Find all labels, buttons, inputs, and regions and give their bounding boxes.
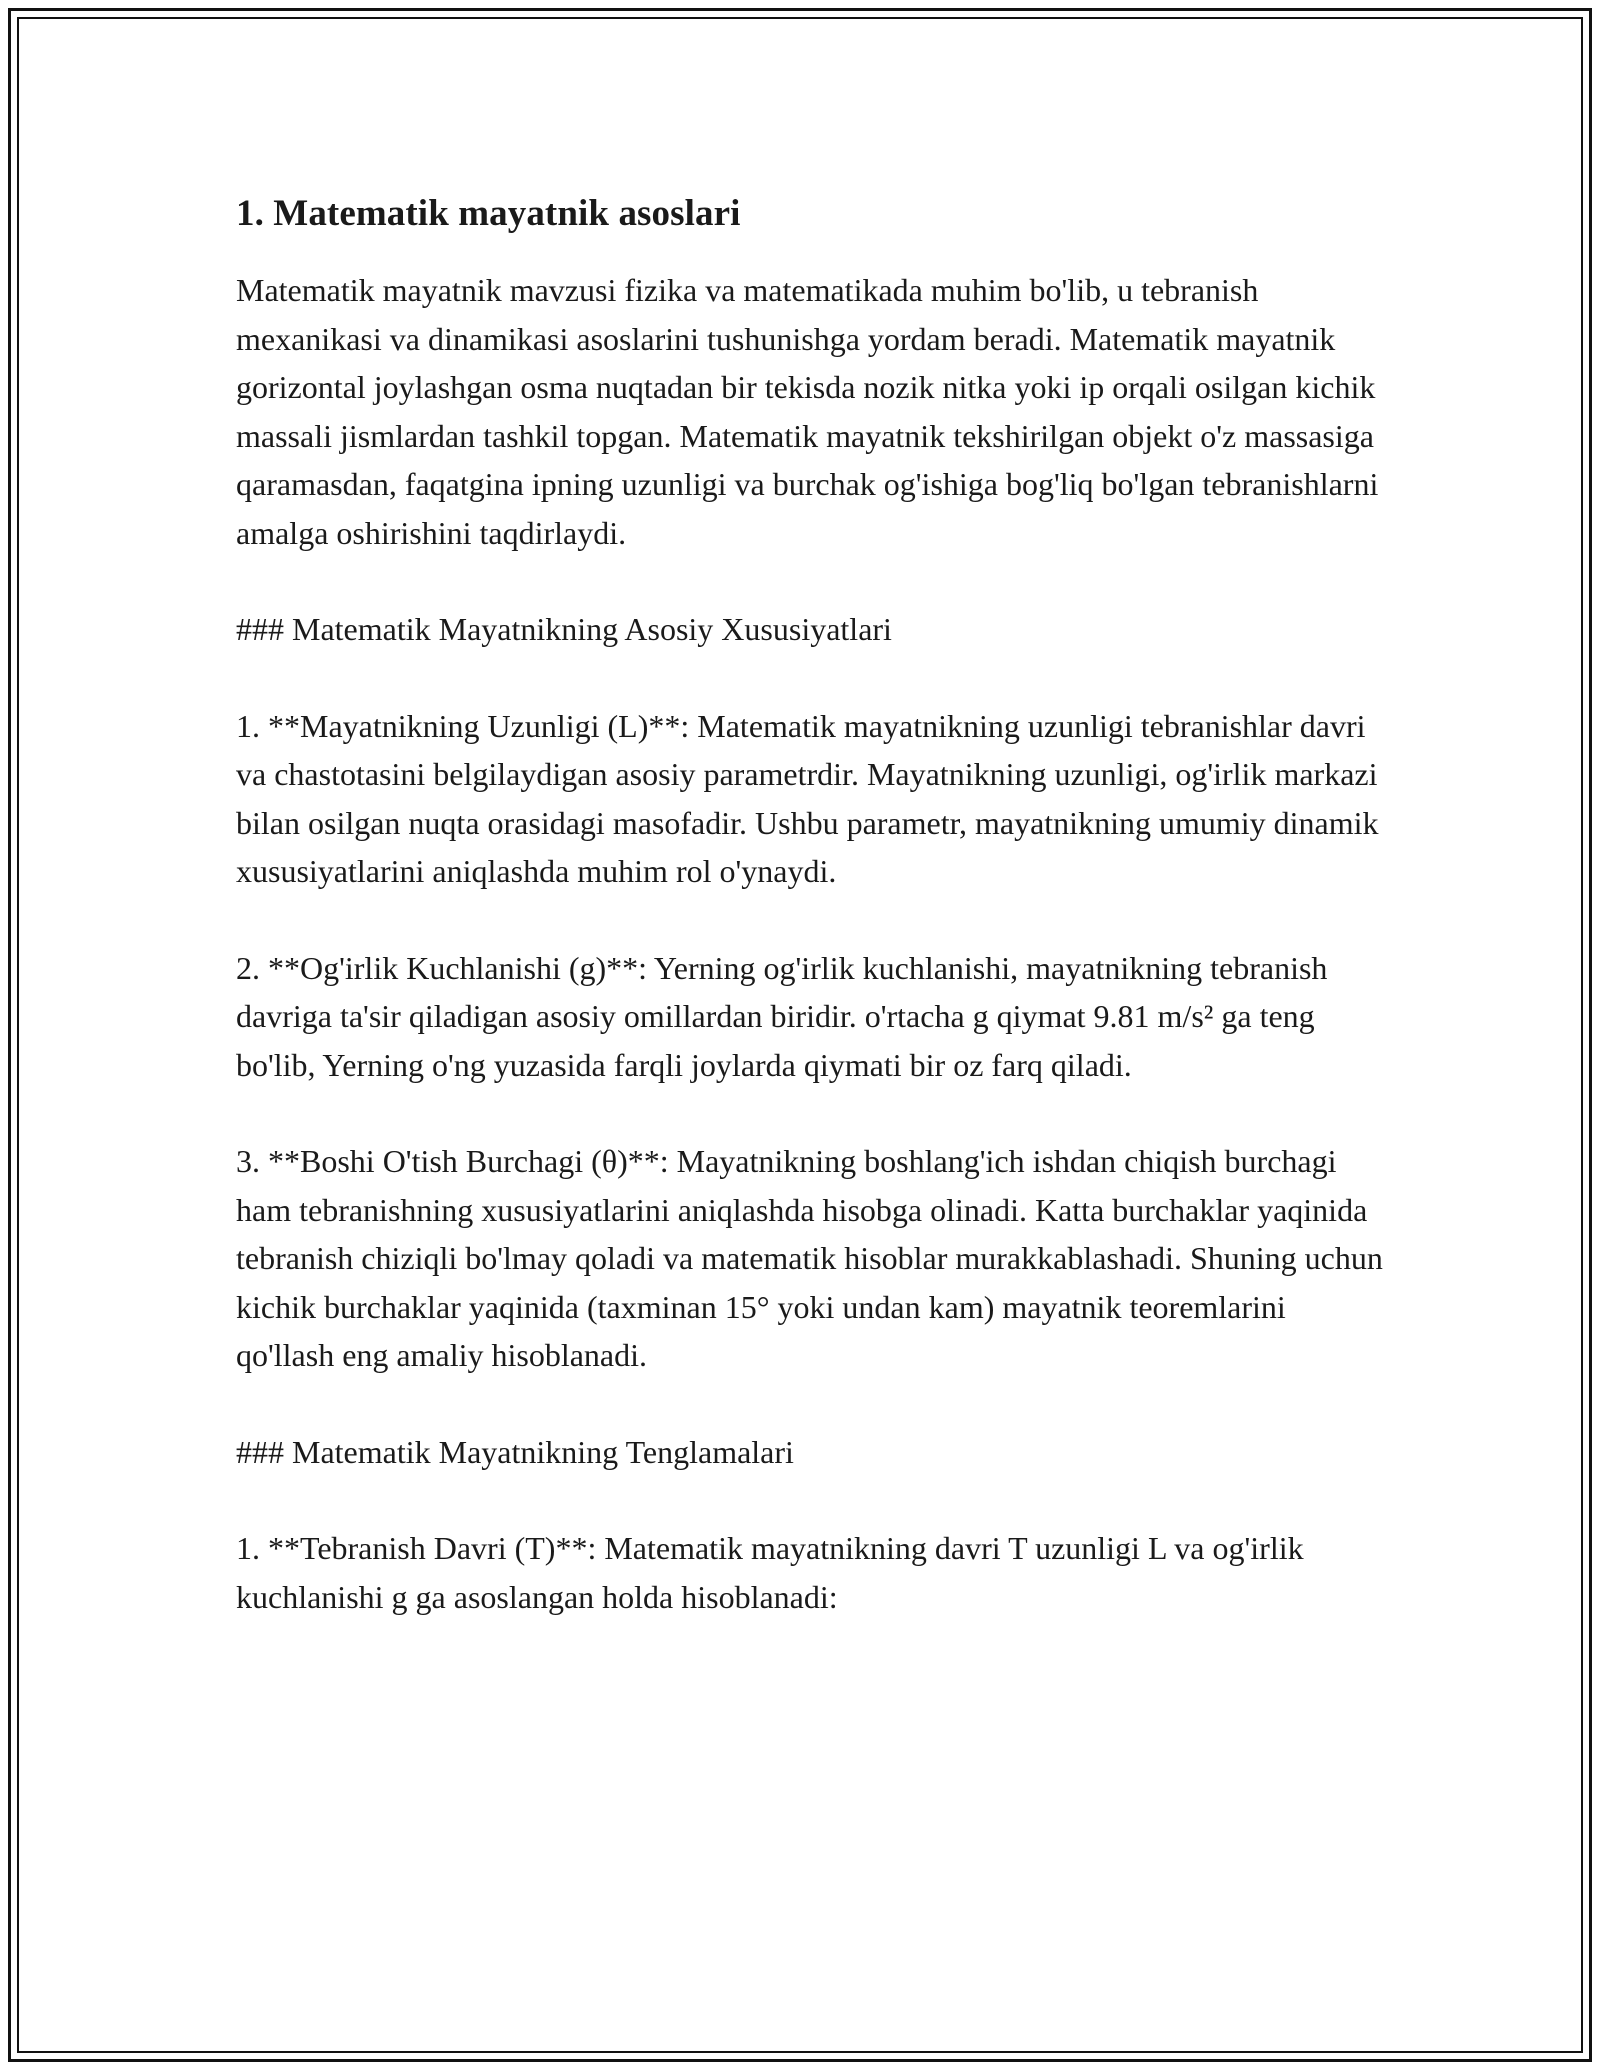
equation-period: 1. **Tebranish Davri (T)**: Matematik mayatnikning davri T uzunligi L va og'irlik kuchlanishi g ga asoslangan holda hisoblanadi: <box>236 1530 1304 1615</box>
subheading-properties: ### Matematik Mayatnikning Asosiy Xususiyatlari <box>236 611 892 647</box>
document-body <box>236 188 1386 1621</box>
intro-paragraph: Matematik mayatnik mavzusi fizika va matematikada muhim bo'lib, u tebranish mexanikasi va dinamikasi asoslarini tushunishga yordam beradi. Matematik mayatnik gorizontal joylashgan osma nuqtadan bir tekisda nozik nitka yoki ip orqali osilgan kichik massali jismlardan tashkil topgan. Matematik mayatnik tekshirilgan objekt o'z massasiga qaramasdan, faqatgina ipning uzunligi va burchak og'ishiga bog'liq bo'lgan tebranishlarni amalga oshirishini taqdirlaydi. <box>236 272 1379 551</box>
property-gravity: 2. **Og'irlik Kuchlanishi (g)**: Yerning og'irlik kuchlanishi, mayatnikning tebranish davriga ta'sir qiladigan asosiy omillardan biridir. o'rtacha g qiymat 9.81 m/s² ga teng bo'lib, Yerning o'ng yuzasida farqli joylarda qiymati bir oz farq qiladi. <box>236 949 1328 1083</box>
property-length: 1. **Mayatnikning Uzunligi (L)**: Matematik mayatnikning uzunligi tebranishlar davri va chastotasini belgilaydigan asosiy parametrdir. Mayatnikning uzunligi, og'irlik markazi bilan osilgan nuqta orasidagi masofadir. Ushbu parametr, mayatnikning umumiy dinamik xususiyatlarini aniqlashda muhim rol o'ynaydi. <box>236 707 1379 889</box>
section-heading: 1. Matematik mayatnik asoslari <box>236 193 741 234</box>
subheading-equations: ### Matematik Mayatnikning Tenglamalari <box>236 1433 794 1470</box>
property-angle: 3. **Boshi O'tish Burchagi (θ)**: Mayatnikning boshlang'ich ishdan chiqish burchagi ham tebranishning xususiyatlarini aniqlashda hisobga olinadi. Katta burchaklar yaqinida tebranish chiziqli bo'lmay qoladi va matematik hisoblar murakkablashadi. Shuning uchun kichik burchaklar yaqinida (taxminan 15° yoki undan kam) mayatnik teoremlarini qo'llash eng amaliy hisoblanadi. <box>236 1143 1383 1373</box>
